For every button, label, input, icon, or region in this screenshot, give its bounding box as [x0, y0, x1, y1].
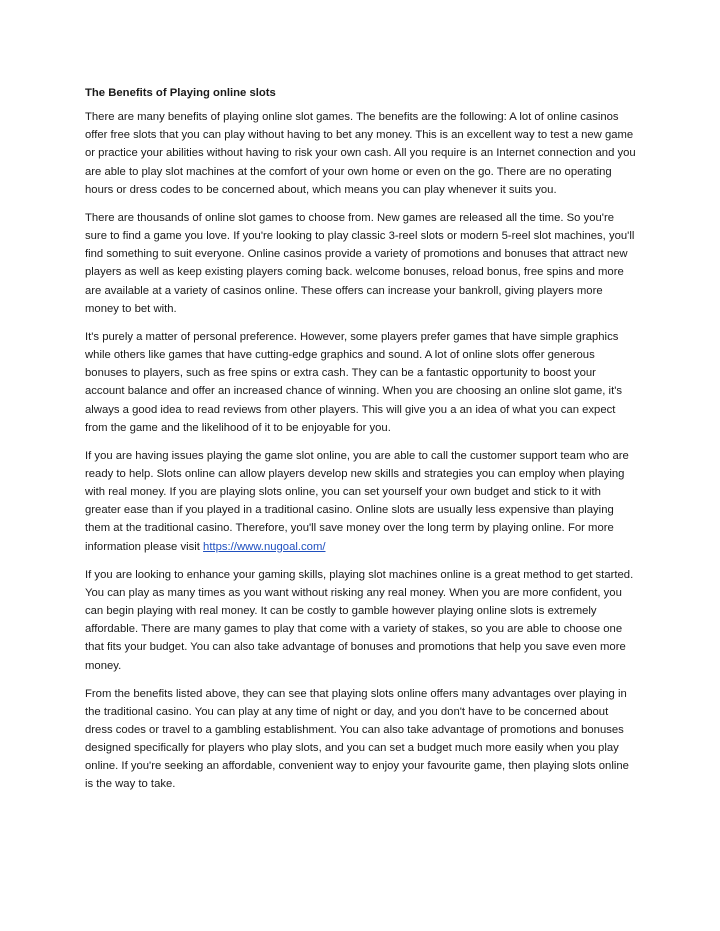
paragraph-4-text: If you are having issues playing the game slot online, you are able to call the customer support team who are ready to help. Slots online can allow players develop new skills and strategies you can employ when playing with real money. If you are playing slots online, you can set yourself your own budget and stick to it with greater ease than if you played in a traditional casino. Online slots are usually less expensive than playing them at the traditional casino. Therefore, you'll save money over the long term by playing online. For more information please visit	[85, 449, 629, 553]
document-body	[85, 84, 637, 804]
paragraph-1: There are many benefits of playing online slot games. The benefits are the following: A lot of online casinos offer free slots that you can play without having to bet any money. This is an excellent way to test a new game or practice your abilities without having to risk your own cash. All you require is an Internet connection and you are able to play slot machines at the comfort of your own home or even on the go. There are no operating hours or dress codes to be concerned about, which means you can play whenever it suits you.	[85, 111, 636, 196]
nugoal-link[interactable]: https://www.nugoal.com/	[203, 540, 326, 553]
paragraph-5: If you are looking to enhance your gaming skills, playing slot machines online is a great method to get started. You can play as many times as you want without risking any real money. When you are more confident, you can begin playing with real money. It can be costly to gamble however playing online slots is extremely affordable. There are many games to play that come with a variety of stakes, so you are able to choose one that fits your budget. You can also take advantage of bonuses and promotions that help you save even more money.	[85, 568, 634, 672]
paragraph-3: It's purely a matter of personal preference. However, some players prefer games that have simple graphics while others like games that have cutting-edge graphics and sound. A lot of online slots offer generous bonuses to players, such as free spins or extra cash. They can be a fantastic opportunity to boost your account balance and offer an increased chance of winning. When you are choosing an online slot game, it's always a good idea to read reviews from other players. This will give you a an idea of what you can expect from the game and the likelihood of it to be enjoyable for you.	[85, 330, 623, 434]
paragraph-2: There are thousands of online slot games to choose from. New games are released all the time. So you're sure to find a game you love. If you're looking to play classic 3-reel slots or modern 5-reel slot machines, you'll find something to suit everyone. Online casinos provide a variety of promotions and bonuses that attract new players as well as keep existing players coming back. welcome bonuses, reload bonus, free spins and more are available at a variety of casinos online. These offers can increase your bankroll, giving players more money to bet with.	[85, 211, 635, 315]
paragraph-6: From the benefits listed above, they can see that playing slots online offers many advantages over playing in the traditional casino. You can play at any time of night or day, and you don't have to be concerned about dress codes or travel to a gambling establishment. You can also take advantage of promotions and bonuses designed specifically for players who play slots, and you can set a budget much more easily when you play online. If you're seeking an affordable, convenient way to enjoy your favourite game, then playing slots online is the way to take.	[85, 687, 629, 791]
paragraph-4	[85, 447, 637, 556]
document-title: The Benefits of Playing online slots	[85, 87, 276, 99]
